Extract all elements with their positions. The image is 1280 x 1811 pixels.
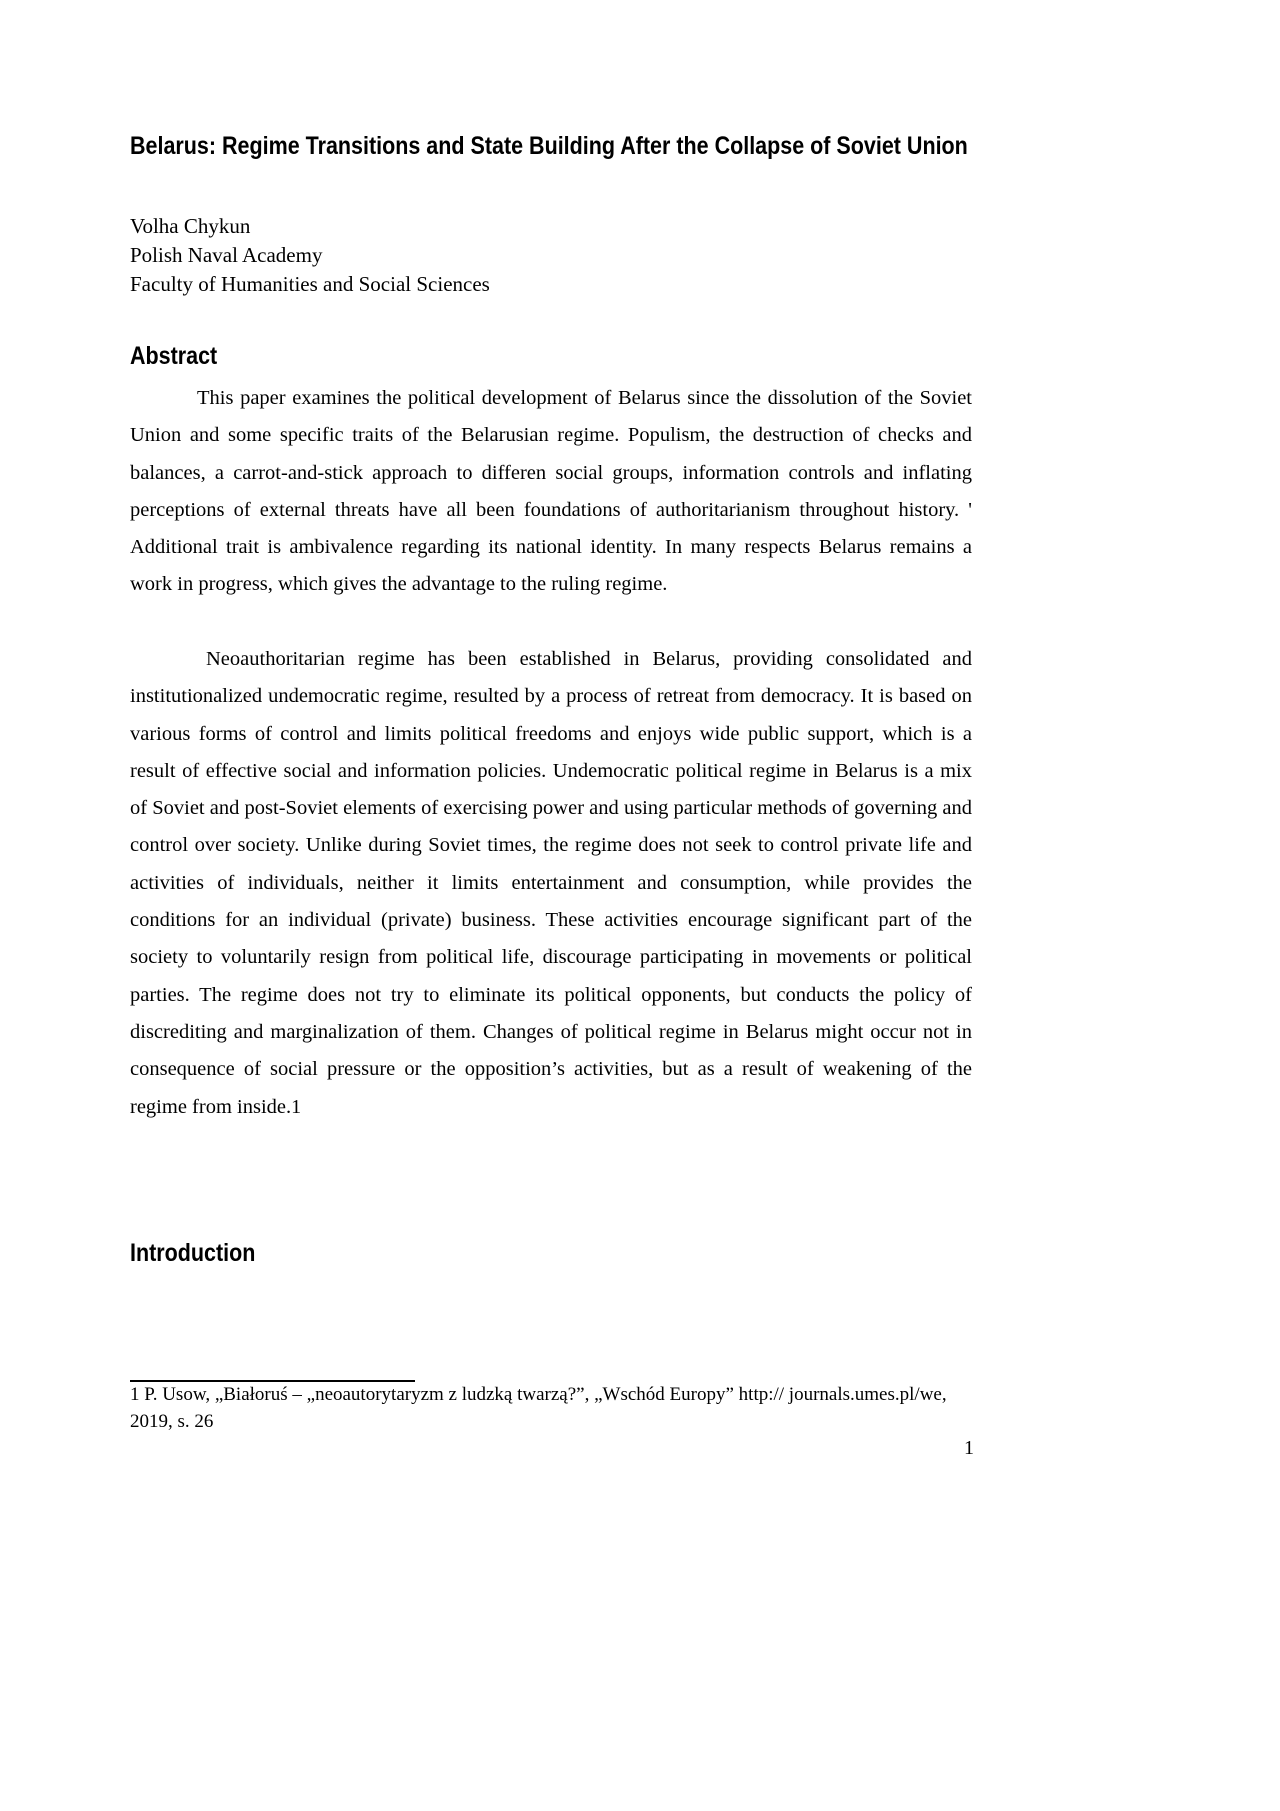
paper-title: Belarus: Regime Transitions and State Building After the Collapse of Soviet Union (130, 132, 968, 160)
footnote-reference[interactable]: 1 (291, 1095, 302, 1118)
abstract-paragraph-2 (130, 641, 972, 1126)
author-name: Volha Chykun (130, 214, 251, 238)
author-faculty: Faculty of Humanities and Social Sciences (130, 272, 490, 296)
abstract-paragraph-1: This paper examines the political development of Belarus since the dissolution of the Soviet Union and some specific traits of the Belarusian regime. Populism, the destruction of checks and balances, a carrot-and-stick approach to differen social groups, information controls and inflating perceptions of external threats have all been foundations of authoritarianism throughout history. ' Additional trait is ambivalence regarding its national identity. In many respects Belarus remains a work in progress, which gives the advantage to the ruling regime. (130, 387, 972, 596)
page-number: 1 (964, 1437, 974, 1459)
author-institution: Polish Naval Academy (130, 243, 323, 267)
introduction-heading: Introduction (130, 1239, 256, 1267)
abstract-paragraph-2-text: Neoauthoritarian regime has been established in Belarus, providing consolidated and institutionalized undemocratic regime, resulted by a process of retreat from democracy. It is based on various forms of control and limits political freedoms and enjoys wide public support, which is a result of effective social and information policies. Undemocratic political regime in Belarus is a mix of Soviet and post-Soviet elements of exercising power and using particular methods of governing and control over society. Unlike during Soviet times, the regime does not seek to control private life and activities of individuals, neither it limits entertainment and consumption, while provides the conditions for an individual (private) business. These activities encourage significant part of the society to voluntarily resign from political life, discourage participating in movements or political parties. The regime does not try to eliminate its political opponents, but conducts the policy of discrediting and marginalization of them. Changes of political regime in Belarus might occur not in consequence of social pressure or the opposition’s activities, but as a result of weakening of the regime from inside. (130, 648, 972, 1118)
author-block (130, 212, 490, 299)
footnote: 1 P. Usow, „Białoruś – „neoautorytaryzm z ludzką twarzą?”, „Wschód Europy” http:// journals.umes.pl/we, 2019, s. 26 (130, 1384, 947, 1432)
abstract-heading: Abstract (130, 342, 218, 370)
